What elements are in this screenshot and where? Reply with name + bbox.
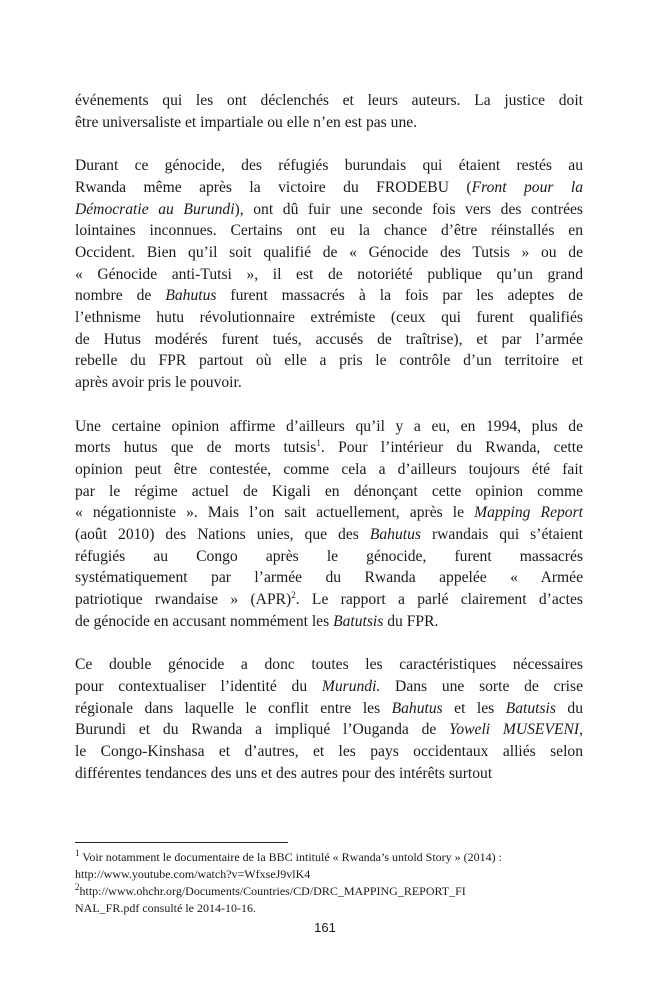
- text-line: [75, 524, 583, 546]
- text-line: [75, 372, 583, 394]
- text-line: [75, 567, 583, 589]
- text-run: réfugiés au Congo après le génocide, furent massacrés: [75, 547, 583, 565]
- text-line: [75, 264, 583, 286]
- text-run: . Le rapport a parlé clairement d’actes: [295, 591, 583, 609]
- text-line: [75, 502, 583, 524]
- footnote-ref: 1: [316, 438, 321, 449]
- body-text: [75, 90, 583, 806]
- text-run: de génocide en accusant nommément les: [75, 612, 334, 630]
- text-line: [75, 589, 583, 611]
- text-run: pour contextualiser l’identité du: [75, 677, 322, 695]
- text-run: du: [555, 699, 583, 717]
- text-run: après avoir pris le pouvoir.: [75, 374, 242, 392]
- text-line: [75, 177, 583, 199]
- text-line: [75, 763, 583, 785]
- text-run: rebelle du FPR partout où elle a pris le contrôle d’un territoire et: [75, 352, 583, 370]
- text-line: [75, 481, 583, 503]
- paragraph: [75, 654, 583, 784]
- text-line: [75, 849, 585, 866]
- text-run: NAL_FR.pdf consulté le 2014-10-16.: [75, 901, 256, 915]
- italic-run: Mapping Report: [474, 504, 583, 522]
- text-run: lointaines inconnues. Certains ont eu la chance d’être réinstallés en: [75, 222, 583, 240]
- italic-run: Bahutus: [391, 699, 443, 717]
- text-run: Ce double génocide a donc toutes les caractéristiques nécessaires: [75, 656, 583, 674]
- text-run: . Pour l’intérieur du Rwanda, cette: [320, 439, 583, 457]
- footnote-ref: 2: [75, 882, 80, 892]
- text-line: [75, 307, 583, 329]
- footnote-ref: 2: [291, 589, 296, 600]
- italic-run: Murundi.: [321, 677, 381, 695]
- text-run: Occident. Bien qu’il soit qualifié de « Génocide des Tutsis » ou de: [75, 243, 583, 261]
- text-line: [75, 866, 585, 883]
- text-run: furent massacrés à la fois par les adeptes de: [216, 287, 584, 305]
- text-run: morts hutus que de morts tutsis: [75, 439, 317, 457]
- text-run: être universaliste et impartiale ou elle n’en est pas une.: [75, 113, 418, 131]
- footnote-ref: 1: [75, 848, 80, 858]
- text-run: opinion peut être contestée, comme cela a d’ailleurs toujours été fait: [75, 460, 583, 478]
- text-line: [75, 242, 583, 264]
- text-run: du FPR.: [383, 612, 439, 630]
- text-line: [75, 416, 583, 438]
- text-run: Voir notamment le documentaire de la BBC intitulé « Rwanda’s untold Story » (2014) :: [79, 850, 503, 864]
- text-run: différentes tendances des uns et des autres pour des intérêts surtout: [75, 764, 493, 782]
- text-line: [75, 719, 583, 741]
- text-run: http://www.ohchr.org/Documents/Countries/CD/DRC_MAPPING_REPORT_FI: [79, 884, 466, 898]
- text-run: systématiquement par l’armée du Rwanda appelée « Armée: [75, 569, 583, 587]
- text-line: [75, 698, 583, 720]
- text-run: rwandais qui s’étaient: [420, 526, 584, 544]
- text-run: Durant ce génocide, des réfugiés burundais qui étaient restés au: [75, 157, 583, 175]
- text-line: [75, 741, 583, 763]
- text-line: [75, 329, 583, 351]
- paragraph: [75, 155, 583, 394]
- footnote-separator: [75, 842, 288, 843]
- text-line: [75, 90, 583, 112]
- italic-run: Bahutus: [165, 287, 217, 305]
- text-run: « négationniste ». Mais l’on sait actuellement, après le: [75, 504, 475, 522]
- text-run: le Congo-Kinshasa et d’autres, et les pays occidentaux alliés selon: [75, 743, 583, 761]
- text-run: de Hutus modérés furent tués, accusés de traîtrise), et par l’armée: [75, 330, 583, 348]
- text-line: [75, 155, 583, 177]
- text-run: nombre de: [75, 287, 166, 305]
- text-line: [75, 900, 585, 917]
- text-line: [75, 676, 583, 698]
- italic-run: Batutsis: [505, 699, 556, 717]
- text-run: par le régime actuel de Kigali en dénonçant cette opinion comme: [75, 482, 583, 500]
- text-run: Dans une sorte de crise: [380, 677, 583, 695]
- text-line: [75, 285, 583, 307]
- italic-run: Démocratie au Burundi: [75, 200, 235, 218]
- text-line: [75, 654, 583, 676]
- text-run: et les: [442, 699, 506, 717]
- text-line: [75, 220, 583, 242]
- text-line: [75, 546, 583, 568]
- text-line: [75, 350, 583, 372]
- text-run: ), ont dû fuir une seconde fois vers des contrées: [234, 200, 583, 218]
- italic-run: Batutsis: [333, 612, 384, 630]
- text-line: [75, 883, 585, 900]
- paragraph: [75, 90, 583, 133]
- text-line: [75, 611, 583, 633]
- text-line: [75, 459, 583, 481]
- text-run: ,: [579, 721, 583, 739]
- paragraph: [75, 416, 583, 633]
- text-run: patriotique rwandaise » (APR): [75, 591, 292, 609]
- text-run: « Génocide anti-Tutsi », il est de notoriété publique qu’un grand: [75, 265, 583, 283]
- italic-run: Front pour la: [471, 178, 584, 196]
- text-run: Rwanda même après la victoire du FRODEBU (: [75, 178, 472, 196]
- page-number: 161: [314, 920, 336, 935]
- text-run: http://www.youtube.com/watch?v=WfxseJ9vlK4: [75, 867, 311, 881]
- text-run: (août 2010) des Nations unies, que des: [75, 526, 370, 544]
- italic-run: Yoweli MUSEVENI: [449, 721, 580, 739]
- text-run: régionale dans laquelle le conflit entre les: [75, 699, 392, 717]
- text-run: événements qui les ont déclenchés et leurs auteurs. La justice doit: [75, 92, 583, 109]
- text-line: [75, 199, 583, 221]
- text-line: [75, 112, 583, 134]
- text-run: Burundi et du Rwanda a impliqué l’Ouganda de: [75, 721, 450, 739]
- text-line: [75, 437, 583, 459]
- italic-run: Bahutus: [369, 526, 421, 544]
- footnotes: [75, 849, 585, 917]
- text-run: Une certaine opinion affirme d’ailleurs qu’il y a eu, en 1994, plus de: [75, 417, 583, 435]
- text-run: l’ethnisme hutu révolutionnaire extrémiste (ceux qui furent qualifiés: [75, 309, 583, 327]
